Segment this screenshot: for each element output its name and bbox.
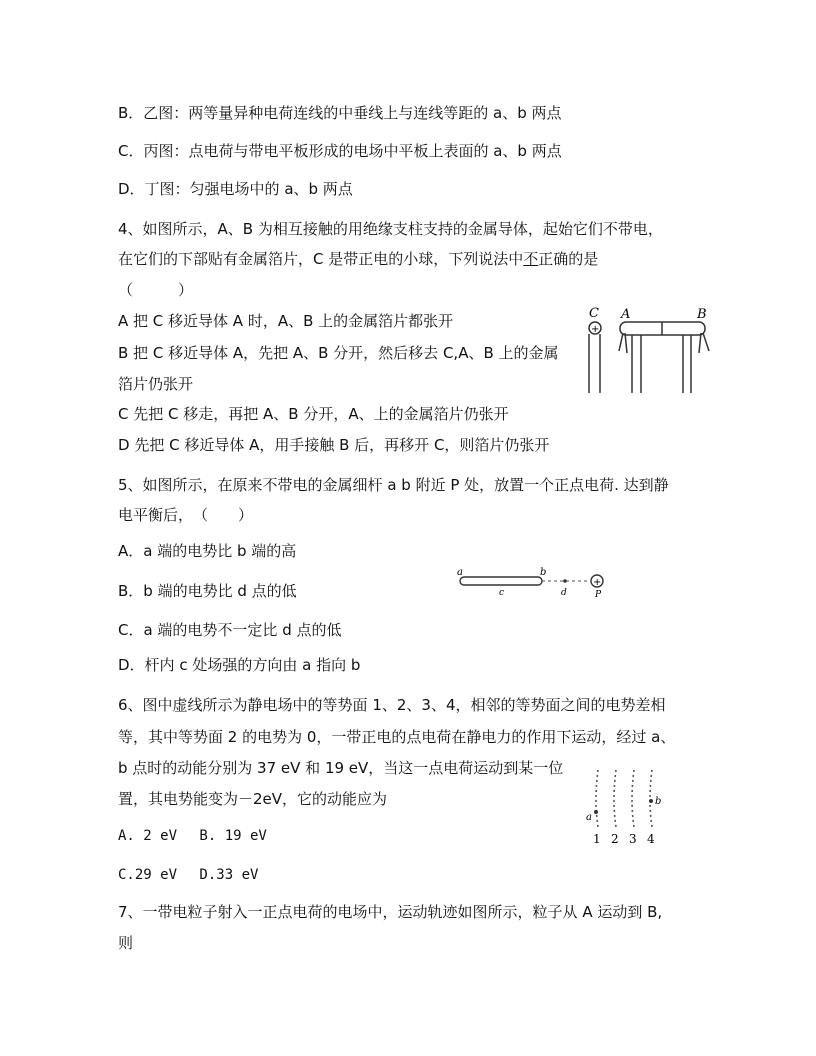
q6-options-ab: A. 2 eV B. 19 eV bbox=[118, 828, 267, 844]
q6-stem-line2: 等，其中等势面 2 的电势为 0，一带正电的点电荷在静电力的作用下运动，经过 a、 bbox=[118, 728, 676, 746]
q6-label-a: a bbox=[586, 812, 592, 823]
q5-label-a: a bbox=[457, 567, 463, 578]
q5-label-b: b bbox=[540, 567, 547, 578]
q4-option-b-line2: 箔片仍张开 bbox=[118, 375, 194, 393]
q5-label-c: c bbox=[499, 588, 505, 598]
q7-stem-line2: 则 bbox=[118, 934, 134, 952]
q4-option-a: A 把 C 移近导体 A 时，A、B 上的金属箔片都张开 bbox=[118, 312, 454, 330]
q4-stem-line2-a: 在它们的下部贴有金属箔片，C 是带正电的小球，下列说法中 bbox=[118, 250, 524, 268]
q5-stem-line2: 电平衡后， （ ） bbox=[118, 506, 254, 524]
q6-stem-line1: 6、图中虚线所示为静电场中的等势面 1、2、3、4，相邻的等势面之间的电势差相 bbox=[118, 696, 666, 714]
q4-stem-line2-b: 正确的是 bbox=[538, 250, 599, 268]
q6-equipotential-figure bbox=[582, 765, 672, 850]
q5-stem-line1: 5、如图所示，在原来不带电的金属细杆 a b 附近 P 处，放置一个正点电荷. 达到静 bbox=[118, 476, 669, 494]
q6-options-cd: C.29 eV D.33 eV bbox=[118, 867, 259, 883]
q4-label-b: B bbox=[697, 307, 707, 322]
q5-option-b: B．b 端的电势比 d 点的低 bbox=[118, 582, 297, 600]
q5-rod-figure bbox=[455, 566, 615, 598]
q6-stem-line4: 置，其电势能变为－2eV，它的动能应为 bbox=[118, 790, 388, 808]
q4-option-d: D 先把 C 移近导体 A，用手接触 B 后，再移开 C，则箔片仍张开 bbox=[118, 436, 550, 454]
q5-label-p: P bbox=[595, 590, 602, 598]
q4-option-c: C 先把 C 移走，再把 A、B 分开，A、上的金属箔片仍张开 bbox=[118, 405, 509, 423]
q5-option-a: A．a 端的电势比 b 端的高 bbox=[118, 542, 297, 560]
option-d-q3: D．丁图：匀强电场中的 a、b 两点 bbox=[118, 180, 353, 198]
q6-label-1: 1 bbox=[593, 832, 601, 846]
q4-stem-line1: 4、如图所示，A、B 为相互接触的用绝缘支柱支持的金属导体，起始它们不带电， bbox=[118, 220, 663, 238]
q6-label-4: 4 bbox=[647, 832, 655, 846]
q5-label-d: d bbox=[561, 588, 567, 598]
q4-label-c: C bbox=[589, 306, 599, 321]
q7-stem-line1: 7、一带电粒子射入一正点电荷的电场中，运动轨迹如图所示，粒子从 A 运动到 B, bbox=[118, 903, 663, 921]
q4-answer-blank: （ ） bbox=[118, 281, 194, 299]
q6-stem-line3: b 点时的动能分别为 37 eV 和 19 eV，当这一点电荷运动到某一位 bbox=[118, 759, 564, 777]
q5-plus-sign: + bbox=[593, 577, 602, 588]
option-b-q3: B．乙图：两等量异种电荷连线的中垂线上与连线等距的 a、b 两点 bbox=[118, 104, 562, 122]
q4-stem-not: 不 bbox=[523, 250, 539, 268]
q5-option-c: C．a 端的电势不一定比 d 点的低 bbox=[118, 621, 342, 639]
q6-label-2: 2 bbox=[611, 832, 619, 846]
q6-label-b: b bbox=[655, 796, 662, 807]
q4-conductor-figure bbox=[575, 303, 725, 398]
q4-stem-line2 bbox=[118, 249, 598, 269]
q5-option-d: D．杆内 c 处场强的方向由 a 指向 b bbox=[118, 656, 361, 674]
q6-label-3: 3 bbox=[629, 832, 637, 846]
q4-label-a: A bbox=[621, 307, 631, 322]
q4-plus-sign: + bbox=[591, 324, 600, 335]
q4-option-b-line1: B 把 C 移近导体 A，先把 A、B 分开，然后移去 C,A、B 上的金属 bbox=[118, 344, 559, 362]
option-c-q3: C．丙图：点电荷与带电平板形成的电场中平板上表面的 a、b 两点 bbox=[118, 142, 562, 160]
